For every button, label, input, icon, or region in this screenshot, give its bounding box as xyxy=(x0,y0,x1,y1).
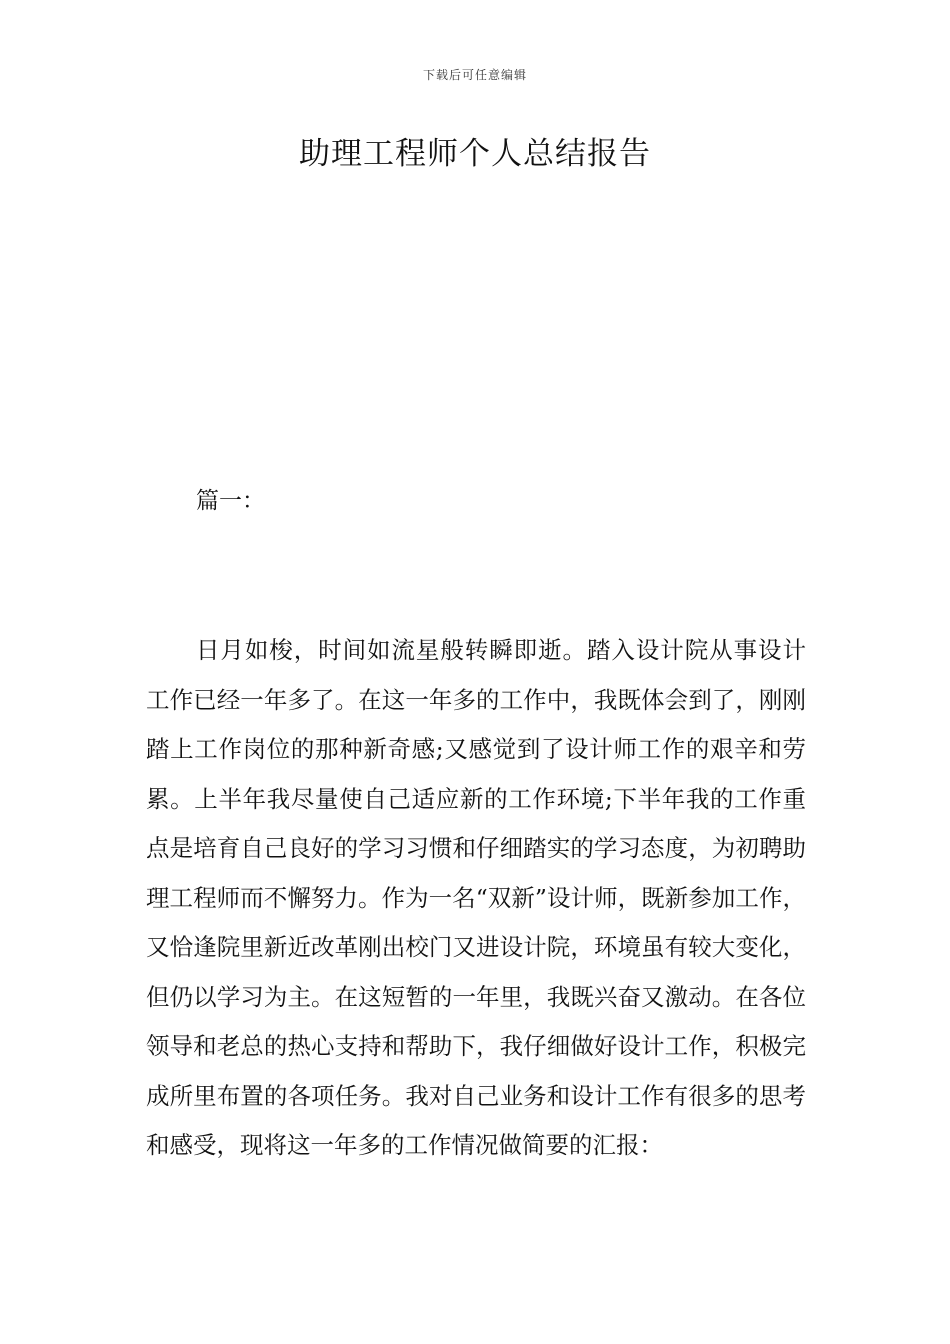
section-label: 篇一： xyxy=(196,488,265,514)
document-title: 助理工程师个人总结报告 xyxy=(299,136,651,172)
body-paragraph: 日月如梭，时间如流星般转瞬即逝。踏入设计院从事设计工作已经一年多了。在这一年多的工作中，我既体会到了，刚刚踏上工作岗位的那种新奇感;又感觉到了设计师工作的艰辛和劳累。上半年我尽量使自己适应新的工作环境;下半年我的工作重点是培育自己良好的学习习惯和仔细踏实的学习态度，为初聘助理工程师而不懈努力。作为一名“双新”设计师，既新参加工作，又恰逢院里新近改革刚出校门又进设计院，环境虽有较大变化，但仍以学习为主。在这短暂的一年里，我既兴奋又激动。在各位领导和老总的热心支持和帮助下，我仔细做好设计工作，积极完成所里布置的各项任务。我对自己业务和设计工作有很多的思考和感受，现将这一年多的工作情况做简要的汇报： xyxy=(146,636,806,1159)
header-note: 下载后可任意编辑 xyxy=(422,68,527,82)
